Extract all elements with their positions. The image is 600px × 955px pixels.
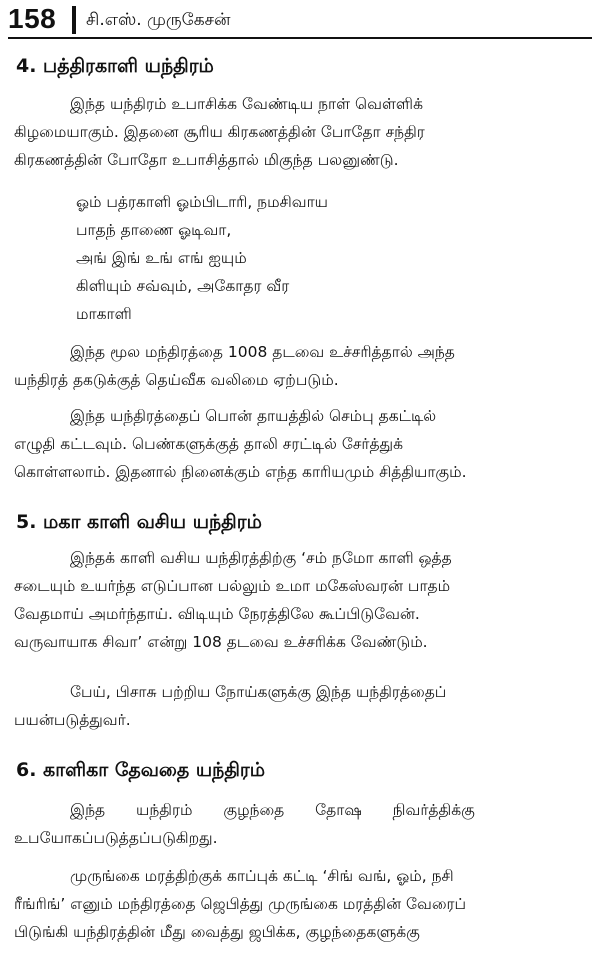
text-line: இந்த யந்திரத்தைப் பொன் தாயத்தில் செம்பு தகட்டில் <box>70 407 437 425</box>
text-line: உபயோகப்படுத்தப்படுகிறது. <box>14 829 218 847</box>
text-line: இந்த யந்திரம் உபாசிக்க வேண்டிய நாள் வெள்ளிக் <box>70 95 423 113</box>
paragraph <box>14 678 586 734</box>
text-line: ரீங்ரிங்’ எனும் மந்திரத்தை ஜெபித்து முருங்கை மரத்தின் வேரைப் <box>14 895 467 913</box>
text-line: யந்திரத் தகடுக்குத் தெய்வீக வலிமை ஏற்படும். <box>14 371 339 389</box>
mantra-line: கிளியும் சவ்வும், அகோதர வீர <box>76 277 290 295</box>
paragraph <box>14 90 586 174</box>
mantra-line: அங் இங் உங் எங் ஐயும் <box>76 249 247 267</box>
running-title: சி.எஸ். முருகேசன் <box>86 10 231 30</box>
section-heading: 6. காளிகா தேவதை யந்திரம் <box>16 759 266 781</box>
text-line: பிடுங்கி யந்திரத்தின் மீது வைத்து ஜபிக்க, குழந்தைகளுக்கு <box>14 923 420 941</box>
text-line: பேய், பிசாசு பற்றிய நோய்களுக்கு இந்த யந்திரத்தைப் <box>70 683 447 701</box>
mantra-line: ஓம் பத்ரகாளி ஓம்பிடாரி, நமசிவாய <box>76 193 328 211</box>
text-line: கிரகணத்தின் போதோ உபாசித்தால் மிகுந்த பலனுண்டு. <box>14 151 399 169</box>
text-line: முருங்கை மரத்திற்குக் காப்புக் கட்டி ‘சிங் வங், ஓம், நசி <box>70 867 454 885</box>
text-line: பயன்படுத்துவர். <box>14 711 131 729</box>
paragraph <box>14 402 586 486</box>
page-number: 158 <box>8 3 57 34</box>
paragraph <box>14 862 586 946</box>
header-rule <box>8 37 592 39</box>
text-line: இந்த யந்திரம் குழந்தை தோஷ நிவர்த்திக்கு <box>70 801 475 819</box>
text-line: சடையும் உயர்ந்த எடுப்பான பல்லும் உமா மகேஸ்வரன் பாதம் <box>14 577 451 595</box>
text-line: எழுதி கட்டவும். பெண்களுக்குத் தாலி சரட்டில் சேர்த்துக் <box>14 435 403 453</box>
section-heading: 5. மகா காளி வசிய யந்திரம் <box>16 511 262 533</box>
mantra-line: மாகாளி <box>76 305 132 323</box>
paragraph <box>14 544 586 656</box>
text-line: கொள்ளலாம். இதனால் நினைக்கும் எந்த காரியமும் சித்தியாகும். <box>14 463 467 481</box>
section-heading: 4. பத்திரகாளி யந்திரம் <box>16 55 214 77</box>
text-line: கிழமையாகும். இதனை சூரிய கிரகணத்தின் போதோ சந்திர <box>14 123 425 141</box>
mantra-line: பாதந் தாணை ஓடிவா, <box>76 221 232 239</box>
paragraph <box>14 338 586 394</box>
text-line: வருவாயாக சிவா’ என்று 108 தடவை உச்சரிக்க வேண்டும். <box>14 633 428 651</box>
text-line: இந்த மூல மந்திரத்தை 1008 தடவை உச்சரித்தால் அந்த <box>70 343 455 361</box>
text-line: வேதமாய் அமர்ந்தாய். விடியும் நேரத்திலே கூப்பிடுவேன். <box>14 605 420 623</box>
paragraph <box>14 796 586 852</box>
header-divider <box>72 6 76 34</box>
page-header <box>8 2 592 38</box>
mantra-block <box>76 188 328 328</box>
text-line: இந்தக் காளி வசிய யந்திரத்திற்கு ‘சம் நமோ காளி ஒத்த <box>70 549 452 567</box>
